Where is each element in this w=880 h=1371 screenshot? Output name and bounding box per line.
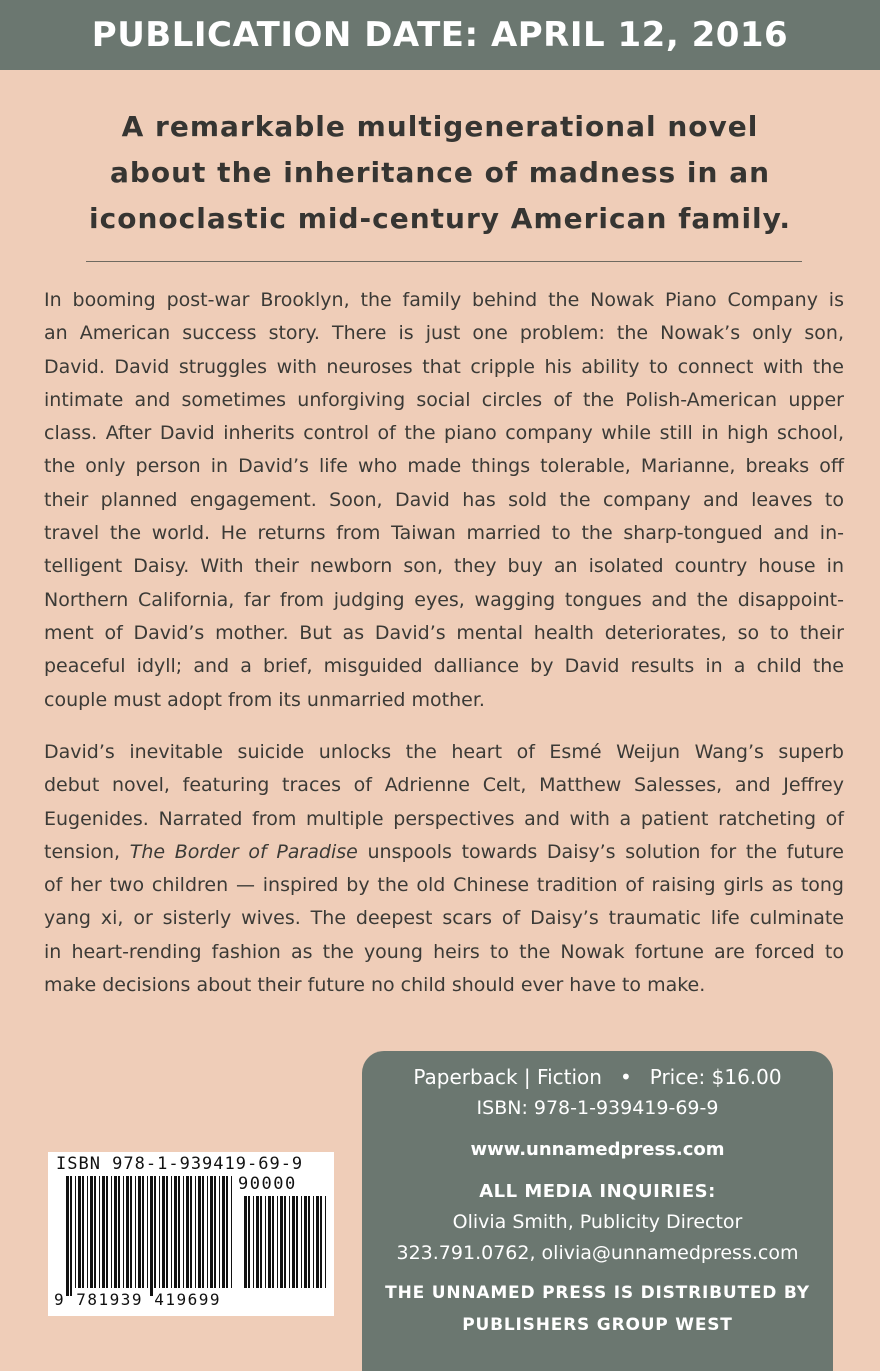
barcode-bar [66,1176,69,1296]
barcode-bar [142,1176,144,1288]
paragraph-line: couple must adopt from its unmarried mother. [44,688,485,711]
barcode-bar [292,1196,295,1288]
barcode-bar [304,1196,307,1288]
paragraph-line: class. After David inherits control of the piano company while still in high school, [44,422,844,445]
barcode-bar [174,1176,177,1288]
barcode-bar [114,1176,117,1288]
paragraph-line: yang xi, or sisterly wives. The deepest scars of Daisy’s traumatic life culminate [44,907,844,930]
tagline-line: about the inheritance of madness in an [109,156,771,189]
barcode-bar [308,1196,310,1288]
barcode-number: 9 781939 419699 [54,1290,221,1309]
barcode-bar [106,1176,108,1288]
paragraph-line: the only person in David’s life who made things tolerable, Marianne, breaks off [44,455,844,478]
barcode-bar [138,1176,141,1288]
barcode-bar [248,1196,250,1288]
barcode-bar [94,1176,96,1288]
barcode-bar [186,1176,189,1288]
barcode-bar [178,1176,180,1288]
barcode-bar [90,1176,93,1288]
paragraph-line: telligent Daisy. With their newborn son, they buy an isolated country house in [44,555,844,578]
barcode-bar [277,1196,278,1288]
paragraph-line: Northern California, far from judging eyes, wagging tongues and the disappoint- [44,588,844,611]
barcode-isbn-label: ISBN 978-1-939419-69-9 [56,1154,304,1174]
barcode-bar [190,1176,192,1288]
barcode-bar [226,1176,228,1288]
barcode-bar [162,1176,165,1288]
book-info-panel [362,1051,833,1371]
publication-date-text: PUBLICATION DATE: APRIL 12, 2016 [91,15,789,55]
tagline-line: A remarkable multigenerational novel [121,110,759,143]
paragraph-line: David. David struggles with neuroses that cripple his ability to connect with the [44,355,844,378]
barcode-bar [320,1196,322,1288]
paragraph-line: make decisions about their future no child should ever have to make. [44,974,706,997]
paragraph-line: In booming post-war Brooklyn, the family behind the Nowak Piano Company is [44,289,844,311]
barcode-price-code: 90000 [238,1174,297,1194]
price-label: Price: $16.00 [649,1065,782,1089]
contact-details[interactable]: 323.791.0762, olivia@unnamedpress.com [396,1242,799,1264]
contact-name: Olivia Smith, Publicity Director [452,1211,743,1233]
barcode-bar [147,1176,148,1288]
barcode-bar [268,1196,271,1288]
paragraph-line: travel the world. He returns from Taiwan married to the sharp-tongued and in- [44,522,844,545]
paragraph-line: intimate and sometimes unforgiving social circles of the Polish-American upper [44,388,844,411]
barcode-bar [198,1176,201,1288]
paragraph-text: unspools towards Daisy’s solution for the future [357,840,844,863]
barcode-bar [154,1176,156,1288]
tagline-line: iconoclastic mid-century American family. [89,202,791,235]
paragraph-line: an American success story. There is just one problem: the Nowak’s only son, [44,322,844,345]
barcode-bar [316,1196,319,1288]
paragraph-line: David’s inevitable suicide unlocks the heart of Esmé Weijun Wang’s superb [44,741,844,763]
barcode-bar [301,1196,302,1288]
tagline [40,104,840,242]
barcode-bar [219,1176,220,1288]
paragraph-text: tension, [44,840,130,863]
barcode-bar [99,1176,100,1288]
barcode-bar [159,1176,160,1288]
paragraph-line: of her two children — inspired by the old Chinese tradition of raising girls as tong [44,874,844,897]
barcode-bar [118,1176,120,1288]
barcode-bar [284,1196,286,1288]
barcode-bar [195,1176,196,1288]
isbn-line: ISBN: 978-1-939419-69-9 [476,1097,719,1119]
format-label: Paperback | Fiction [413,1065,602,1089]
format-price-line [362,1065,833,1089]
paragraph-line: ment of David’s mother. But as David’s mental health deteriorates, so to their [44,621,844,644]
barcode-bar [126,1176,129,1288]
barcode-bar [280,1196,283,1288]
bullet-separator: • [619,1065,632,1089]
barcode-bar [265,1196,266,1288]
barcode-bar [150,1176,153,1296]
barcode-bar [325,1196,326,1288]
media-inquiries-heading: ALL MEDIA INQUIRIES: [479,1181,716,1202]
distributor-line: PUBLISHERS GROUP WEST [462,1315,733,1335]
barcode-bar [87,1176,88,1288]
barcode-bar [123,1176,124,1288]
paragraph-line: debut novel, featuring traces of Adrienne Celt, Matthew Salesses, and Jeffrey [44,774,844,797]
barcode-bar [244,1196,247,1288]
barcode-bar [207,1176,208,1288]
barcode-bar [70,1176,72,1296]
barcode-bar [313,1196,314,1288]
book-title: The Border of Paradise [129,840,358,863]
distributor-line: THE UNNAMED PRESS IS DISTRIBUTED BY [385,1283,810,1303]
paragraph-line [44,836,844,869]
barcode-bar [171,1176,172,1288]
barcode-bar [210,1176,213,1288]
barcode-bar [260,1196,262,1288]
barcode-bar [222,1176,225,1288]
barcode-bar [82,1176,84,1288]
barcode-bar [75,1176,76,1288]
barcode-bar [166,1176,168,1288]
divider-rule [86,261,802,262]
paragraph-line: in heart-rending fashion as the young heirs to the Nowak fortune are forced to [44,940,844,963]
publication-date-banner [0,0,880,70]
barcode-bar [78,1176,81,1288]
paragraph-line: their planned engagement. Soon, David has sold the company and leaves to [44,488,844,511]
description-paragraph-2 [44,736,844,1002]
barcode-bar [256,1196,259,1288]
barcode-bar [214,1176,216,1288]
barcode-bar [289,1196,290,1288]
barcode-bar [272,1196,274,1288]
barcode-bar [111,1176,112,1288]
barcode-bar [130,1176,132,1288]
barcode-bar [135,1176,136,1288]
barcode-bar [253,1196,254,1288]
paragraph-line: Eugenides. Narrated from multiple perspectives and with a patient ratcheting of [44,807,844,830]
barcode-bar [102,1176,105,1288]
barcode-bar [183,1176,184,1288]
barcode-bar [231,1176,232,1288]
paragraph-line: peaceful idyll; and a brief, misguided dalliance by David results in a child the [44,655,844,678]
description-paragraph-1 [44,284,844,717]
barcode-bar [202,1176,204,1288]
barcode-bar [296,1196,298,1288]
website-link[interactable]: www.unnamedpress.com [470,1139,725,1160]
isbn-barcode [48,1152,334,1316]
